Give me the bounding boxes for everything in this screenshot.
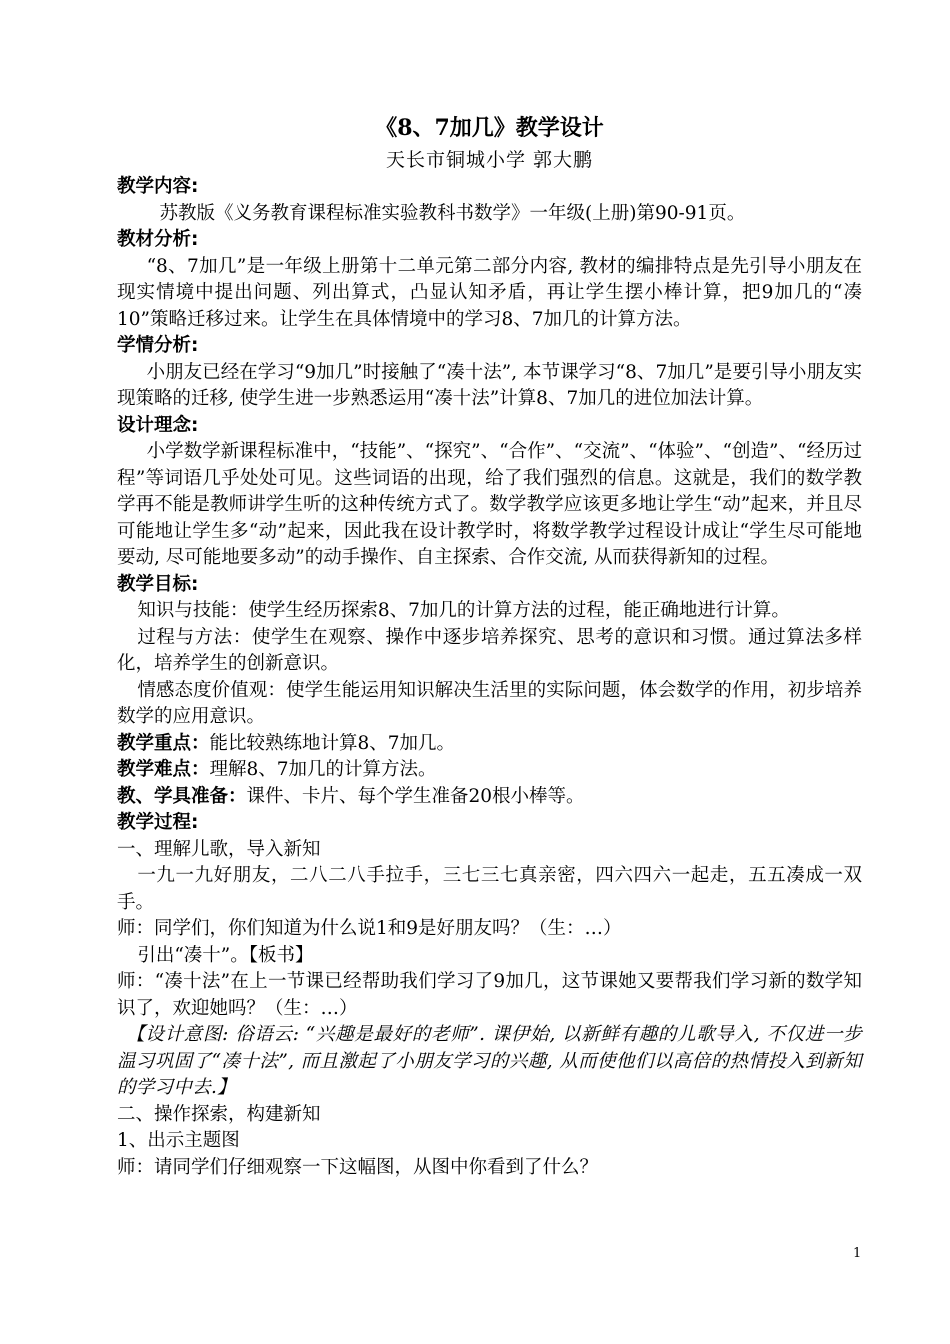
teacher-line-1: 师：同学们，你们知道为什么说1和9是好朋友吗？（生：…） xyxy=(117,918,622,939)
document-page xyxy=(117,112,862,1181)
section-heading-content: 教学内容: xyxy=(117,176,199,197)
difficulty-text: 理解8、7加几的计算方法。 xyxy=(209,759,437,780)
paragraph-rhyme: 一九一九好朋友，二八二八手拉手，三七三七真亲密，四六四六一起走，五五凑成一双手。 xyxy=(117,865,862,913)
difficulty-label: 教学难点： xyxy=(117,759,210,780)
page-title: 《8、7加几》教学设计 xyxy=(375,115,604,141)
teacher-line-2: 师：“凑十法”在上一节课已经帮助我们学习了9加几，这节课她又要帮我们学习新的数学知识了，欢迎她吗？（生：…） xyxy=(117,971,862,1019)
tools-label: 教、学具准备： xyxy=(117,785,247,807)
page-number: 1 xyxy=(853,1246,862,1261)
paragraph-idea: 小学数学新课程标准中，“技能”、“探究”、“合作”、“交流”、“体验”、“创造”、“经历过程”等词语几乎处处可见。这些词语的出现，给了我们强烈的信息。这就是，我们的数学教学再不能是教师讲学生听的这种传统方式了。数学教学应该更多地让学生“动”起来，并且尽可能地让学生多“动”起来，因此我在设计教学时，将数学教学过程设计成让“学生尽可能地要动, 尽可能地要多动”的动手操作、自主探索、合作交流, 从而获得新知的过程。 xyxy=(117,441,862,568)
tools-line xyxy=(117,784,862,811)
key-point-label: 教学重点： xyxy=(117,732,210,754)
key-point-line xyxy=(117,731,862,758)
paragraph-material: “8、7加几”是一年级上册第十二单元第二部分内容, 教材的编排特点是先引导小朋友在现实情境中提出问题、列出算式，凸显认知矛盾，再让学生摆小棒计算，把9加几的“凑10”策略迁移过来。让学生在具体情境中的学习8、7加几的计算方法。 xyxy=(117,255,862,330)
section-heading-process: 教学过程: xyxy=(117,812,199,833)
step-2-1-heading: 1、出示主题图 xyxy=(117,1130,240,1151)
section-heading-idea: 设计理念: xyxy=(117,414,199,436)
paragraph-content: 苏教版《义务教育课程标准实验教科书数学》一年级(上册)第90-91页。 xyxy=(159,202,746,224)
tools-text: 课件、卡片、每个学生准备20根小棒等。 xyxy=(246,785,585,807)
design-intent: 【设计意图: 俗语云: “兴趣是最好的老师”. 课伊始, 以新鲜有趣的儿歌导入, 不仅进一步温习巩固了“凑十法”, 而且激起了小朋友学习的兴趣, 从而使他们以高倍的热情投入到新知的学习中去.】 xyxy=(117,1024,862,1098)
step-1-heading: 一、理解儿歌，导入新知 xyxy=(117,838,321,860)
key-point-text: 能比较熟练地计算8、7加几。 xyxy=(209,732,456,754)
step-2-heading: 二、操作探索，构建新知 xyxy=(117,1103,321,1125)
paragraph-goal-process: 过程与方法：使学生在观察、操作中逐步培养探究、思考的意识和习惯。通过算法多样化，培养学生的创新意识。 xyxy=(117,626,862,674)
paragraph-goal-knowledge: 知识与技能：使学生经历探索8、7加几的计算方法的过程，能正确地进行计算。 xyxy=(137,600,790,621)
board-note-line: 引出“凑十”。【板书】 xyxy=(137,944,314,966)
section-heading-learner: 学情分析: xyxy=(117,335,199,356)
teacher-line-3: 师：请同学们仔细观察一下这幅图，从图中你看到了什么？ xyxy=(117,1156,599,1178)
difficulty-line xyxy=(117,757,862,784)
section-heading-goals: 教学目标: xyxy=(117,573,199,595)
author-line: 天长市铜城小学 郭大鹏 xyxy=(385,149,594,171)
paragraph-goal-emotion: 情感态度价值观：使学生能运用知识解决生活里的实际问题，体会数学的作用，初步培养数学的应用意识。 xyxy=(117,679,862,727)
section-heading-material: 教材分析: xyxy=(117,229,199,250)
paragraph-learner: 小朋友已经在学习“9加几”时接触了“凑十法”, 本节课学习“8、7加几”是要引导小朋友实现策略的迁移, 使学生进一步熟悉运用“凑十法”计算8、7加几的进位加法计算。 xyxy=(117,361,862,409)
